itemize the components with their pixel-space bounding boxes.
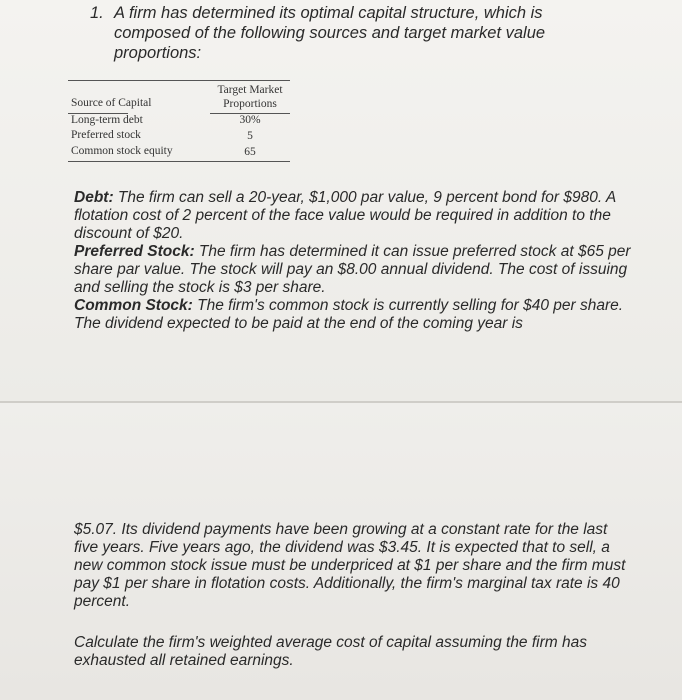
debt-label: Debt:: [74, 189, 114, 206]
preferred-text: The firm has determined it can issue preferred stock at $65 per share par value. The stock will pay an $8.00 annual dividend. The cost of issuing and selling the stock is $3 per share.: [74, 243, 631, 296]
row-value-1: 5: [247, 130, 253, 142]
header-target-line2: Proportions: [223, 98, 277, 110]
preferred-label: Preferred Stock:: [74, 243, 195, 260]
header-target-line1: Target Market: [217, 84, 283, 96]
row-value-2: 65: [244, 146, 256, 158]
cost-details-paragraph: [74, 189, 634, 333]
row-source-2: Common stock equity: [71, 145, 173, 157]
continuation-paragraph: $5.07. Its dividend payments have been growing at a constant rate for the last five years. Five years ago, the dividend was $3.45. It is expected that to sell, a new common stock issue must be underpriced at $1 per share and the firm must pay $1 per share in flotation costs. Additionally, the firm's marginal tax rate is 40 percent.: [74, 521, 626, 610]
common-text: The firm's common stock is currently selling for $40 per share. The dividend expected to be paid at the end of the coming year is: [74, 297, 624, 332]
common-label: Common Stock:: [74, 297, 193, 314]
header-source-of-capital: Source of Capital: [71, 97, 152, 109]
row-source-0: Long-term debt: [71, 114, 143, 126]
debt-text: The firm can sell a 20-year, $1,000 par value, 9 percent bond for $980. A flotation cost of 2 percent of the face value would be required in addition to the discount of $20.: [74, 189, 616, 242]
table-top-rule: [68, 80, 290, 81]
header-target-market: [210, 83, 290, 111]
question-number: 1.: [90, 4, 104, 22]
row-value-0: 30%: [239, 114, 261, 126]
task-paragraph: Calculate the firm's weighted average cost of capital assuming the firm has exhausted all retained earnings.: [74, 634, 587, 669]
table-bottom-rule: [68, 161, 290, 162]
question-text: A firm has determined its optimal capital structure, which is composed of the following sources and target market value proportions:: [114, 4, 546, 62]
question-heading: [90, 3, 590, 63]
capital-structure-table: [68, 80, 290, 163]
row-source-1: Preferred stock: [71, 129, 141, 141]
